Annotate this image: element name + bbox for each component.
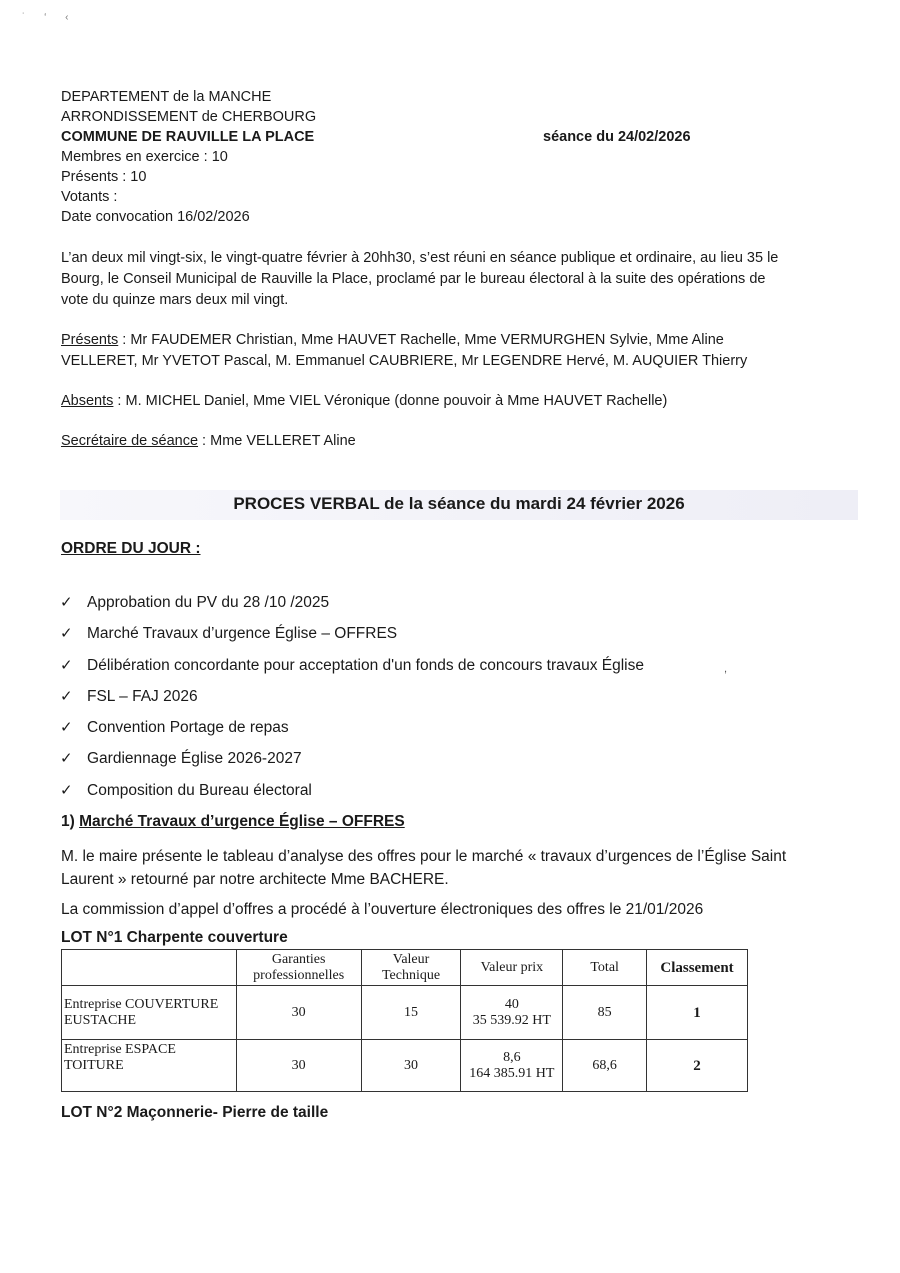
scan-marks: ˙ ‘ ‹ <box>22 12 77 23</box>
cell-total: 85 <box>563 986 647 1040</box>
table-row <box>62 986 748 1040</box>
secretaire-text: : Mme VELLERET Aline <box>198 433 356 449</box>
pv-title: PROCES VERBAL de la séance du mardi 24 février 2026 <box>233 494 685 513</box>
secretaire-label: Secrétaire de séance <box>61 433 199 449</box>
agenda-item-text: Approbation du PV du 28 /10 /2025 <box>87 594 330 611</box>
agenda-item-text: Délibération concordante pour acceptation d'un fonds de concours travaux Église <box>87 656 645 674</box>
check-icon: ✓ <box>60 594 73 611</box>
section1-number: 1) <box>61 813 80 830</box>
cell-prix-note: 40 <box>504 996 519 1012</box>
agenda-item <box>60 685 644 716</box>
check-icon: ✓ <box>60 719 73 737</box>
cell-garanties: 30 <box>236 986 361 1040</box>
absents-label: Absents <box>61 393 114 409</box>
cell-prix <box>461 1040 563 1092</box>
header-cell-garanties: Garanties professionnelles <box>236 950 361 986</box>
header-presents: Présents : 10 <box>61 169 147 185</box>
cell-classement: 2 <box>647 1040 748 1092</box>
cell-total: 68,6 <box>563 1040 647 1092</box>
cell-prix-note: 8,6 <box>503 1049 521 1065</box>
absents-paragraph <box>61 391 801 412</box>
agenda-item <box>60 591 644 622</box>
header-cell-entreprise <box>62 950 237 986</box>
scan-speck: , <box>724 663 728 675</box>
agenda-item <box>60 747 644 778</box>
cell-entreprise: Entreprise COUVERTURE EUSTACHE <box>62 986 237 1040</box>
check-icon: ✓ <box>60 656 73 674</box>
agenda-item-text: Convention Portage de repas <box>87 719 289 737</box>
presents-paragraph <box>61 330 751 372</box>
cell-technique: 30 <box>361 1040 461 1092</box>
cell-prix-montant: 35 539.92 HT <box>472 1012 551 1028</box>
section1-paragraph2: La commission d’appel d’offres a procédé à l’ouverture électroniques des offres le 21/01/2026 <box>61 901 704 918</box>
seance-date: séance du 24/02/2026 <box>543 129 691 145</box>
cell-garanties: 30 <box>236 1040 361 1092</box>
absents-text: : M. MICHEL Daniel, Mme VIEL Véronique (donne pouvoir à Mme HAUVET Rachelle) <box>113 393 668 409</box>
check-icon: ✓ <box>60 625 73 643</box>
intro-paragraph: L’an deux mil vingt-six, le vingt-quatre février à 20hh30, s’est réuni en séance publique et ordinaire, au lieu 35 le Bourg, le Conseil Municipal de Rauville la Place, proclamé par le bureau électoral à la suite des opérations de vote du quinze mars deux mil vingt. <box>61 250 779 308</box>
agenda-item-text: Gardiennage Église 2026-2027 <box>87 750 302 768</box>
check-icon: ✓ <box>60 781 73 799</box>
cell-prix-montant: 164 385.91 HT <box>469 1065 555 1081</box>
header-cell-prix: Valeur prix <box>461 950 563 986</box>
lot1-table <box>61 949 748 1092</box>
presents-text: : Mr FAUDEMER Christian, Mme HAUVET Rachelle, Mme VERMURGHEN Sylvie, Mme Aline VELLERET, Mr YVETOT Pascal, M. Emmanuel CAUBRIERE, Mr LEGENDRE Hervé, M. AUQUIER Thierry <box>61 332 748 369</box>
check-icon: ✓ <box>60 687 73 705</box>
presents-label: Présents <box>61 332 119 348</box>
agenda-item-text: Composition du Bureau électoral <box>87 781 312 799</box>
section1-heading <box>61 813 405 831</box>
section1-paragraph1: M. le maire présente le tableau d’analyse des offres pour le marché « travaux d’urgences de l’Église Saint Laurent » retourné par notre architecte Mme BACHERE. <box>61 848 787 888</box>
header-membres: Membres en exercice : 10 <box>61 149 228 165</box>
lot2-title: LOT N°2 Maçonnerie- Pierre de taille <box>61 1104 329 1121</box>
table-row <box>62 1040 748 1092</box>
section1-title: Marché Travaux d’urgence Église – OFFRES <box>79 813 405 830</box>
header-cell-total: Total <box>563 950 647 986</box>
check-icon: ✓ <box>60 750 73 768</box>
header-arrondissement: ARRONDISSEMENT de CHERBOURG <box>61 109 317 125</box>
agenda-item <box>60 779 644 810</box>
lot1-title: LOT N°1 Charpente couverture <box>61 929 288 946</box>
agenda-item-text: FSL – FAJ 2026 <box>87 687 198 705</box>
cell-technique: 15 <box>361 986 461 1040</box>
header-cell-classement: Classement <box>647 950 748 986</box>
agenda-list <box>60 591 644 810</box>
secretaire-paragraph <box>61 431 801 452</box>
agenda-item <box>60 654 644 685</box>
header-cell-technique: Valeur Technique <box>361 950 461 986</box>
agenda-item-text: Marché Travaux d’urgence Église – OFFRES <box>87 625 398 643</box>
agenda-item <box>60 716 644 747</box>
ordre-du-jour-title: ORDRE DU JOUR : <box>61 540 201 557</box>
cell-entreprise: Entreprise ESPACE TOITURE <box>62 1040 237 1092</box>
table-header-row <box>62 950 748 986</box>
agenda-item <box>60 622 644 653</box>
cell-classement: 1 <box>647 986 748 1040</box>
cell-prix <box>461 986 563 1040</box>
header-votants: Votants : <box>61 189 118 205</box>
header-commune: COMMUNE DE RAUVILLE LA PLACE <box>61 129 315 145</box>
header-departement: DEPARTEMENT de la MANCHE <box>61 89 272 105</box>
header-convocation: Date convocation 16/02/2026 <box>61 209 250 225</box>
